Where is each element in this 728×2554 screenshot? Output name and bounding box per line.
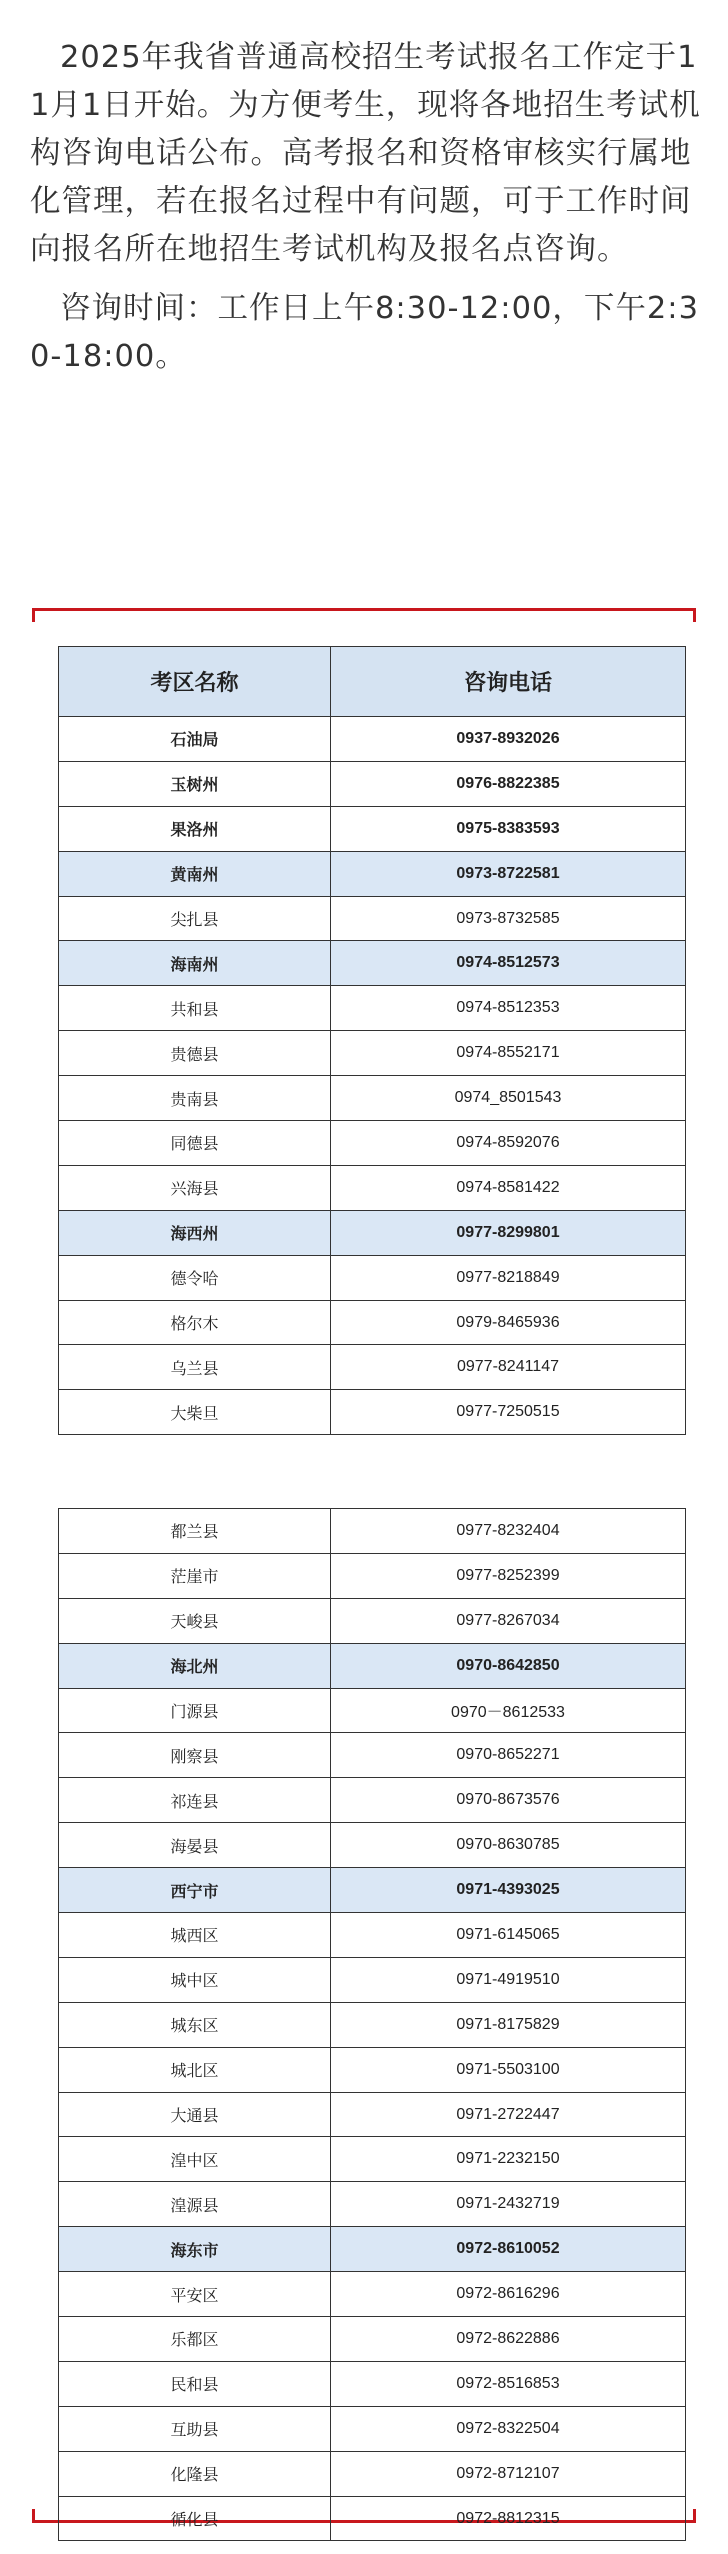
- table-row: [59, 1255, 686, 1300]
- phone-cell: 0972-8712107: [331, 2451, 686, 2496]
- region-name-cell: 湟源县: [59, 2182, 331, 2227]
- region-name-cell: 西宁市: [59, 1868, 331, 1913]
- phone-cell: 0972-8516853: [331, 2361, 686, 2406]
- region-name-cell: 贵南县: [59, 1076, 331, 1121]
- region-name-cell: 天峻县: [59, 1598, 331, 1643]
- table-row: [59, 896, 686, 941]
- phone-cell: 0972-8812315: [331, 2496, 686, 2541]
- table-header-row: [59, 647, 686, 717]
- frame-bottom-right-tick: [693, 2509, 696, 2523]
- phone-cell: 0977-8232404: [331, 1509, 686, 1554]
- phone-cell: 0971-4393025: [331, 1868, 686, 1913]
- region-name-cell: 乌兰县: [59, 1345, 331, 1390]
- phone-cell: 0972-8622886: [331, 2317, 686, 2362]
- region-name-cell: 海东市: [59, 2227, 331, 2272]
- region-name-cell: 兴海县: [59, 1165, 331, 1210]
- phone-cell: 0977-8252399: [331, 1553, 686, 1598]
- phone-cell: 0971-5503100: [331, 2047, 686, 2092]
- phone-cell: 0970-8642850: [331, 1643, 686, 1688]
- region-name-cell: 贵德县: [59, 1031, 331, 1076]
- region-name-cell: 湟中区: [59, 2137, 331, 2182]
- phone-cell: 0974-8581422: [331, 1165, 686, 1210]
- table-row: [59, 2496, 686, 2541]
- region-name-cell: 同德县: [59, 1121, 331, 1166]
- table-row: [59, 1390, 686, 1435]
- phone-cell: 0976-8822385: [331, 761, 686, 806]
- region-name-cell: 玉树州: [59, 761, 331, 806]
- table-row: [59, 2047, 686, 2092]
- phone-cell: 0974-8592076: [331, 1121, 686, 1166]
- region-name-cell: 化隆县: [59, 2451, 331, 2496]
- table-row: [59, 2182, 686, 2227]
- header-phone: 咨询电话: [331, 647, 686, 717]
- region-name-cell: 城东区: [59, 2002, 331, 2047]
- table-row: [59, 2092, 686, 2137]
- phone-cell: 0971-2722447: [331, 2092, 686, 2137]
- table-row: [59, 1688, 686, 1733]
- intro-text: [30, 34, 710, 381]
- phone-cell: 0970-8630785: [331, 1823, 686, 1868]
- region-name-cell: 海晏县: [59, 1823, 331, 1868]
- table-row: [59, 1300, 686, 1345]
- table-row: [59, 851, 686, 896]
- table-row: [59, 1121, 686, 1166]
- region-name-cell: 海北州: [59, 1643, 331, 1688]
- phone-cell: 0974-8512353: [331, 986, 686, 1031]
- region-name-cell: 石油局: [59, 717, 331, 762]
- phone-cell: 0971-2432719: [331, 2182, 686, 2227]
- table-row: [59, 1868, 686, 1913]
- table-row: [59, 1823, 686, 1868]
- region-name-cell: 民和县: [59, 2361, 331, 2406]
- region-name-cell: 乐都区: [59, 2317, 331, 2362]
- phone-cell: 0971-4919510: [331, 1957, 686, 2002]
- table-row: [59, 1076, 686, 1121]
- phone-cell: 0970-8652271: [331, 1733, 686, 1778]
- region-name-cell: 都兰县: [59, 1509, 331, 1554]
- frame-top-left-tick: [32, 608, 35, 622]
- table-row: [59, 2406, 686, 2451]
- table-row: [59, 1733, 686, 1778]
- table-row: [59, 2227, 686, 2272]
- region-name-cell: 刚察县: [59, 1733, 331, 1778]
- region-name-cell: 德令哈: [59, 1255, 331, 1300]
- phone-cell: 0977-8267034: [331, 1598, 686, 1643]
- region-name-cell: 互助县: [59, 2406, 331, 2451]
- table-row: [59, 986, 686, 1031]
- consult-hours-paragraph: 咨询时间：工作日上午8:30-12:00，下午2:30-18:00。: [30, 291, 699, 374]
- phone-cell: 0971-2232150: [331, 2137, 686, 2182]
- frame-top-line: [32, 608, 696, 611]
- table-row: [59, 2361, 686, 2406]
- region-name-cell: 祁连县: [59, 1778, 331, 1823]
- table-row: [59, 2317, 686, 2362]
- table-row: [59, 2451, 686, 2496]
- region-name-cell: 城中区: [59, 1957, 331, 2002]
- table-row: [59, 1643, 686, 1688]
- table-row: [59, 1509, 686, 1554]
- intro-paragraph: 2025年我省普通高校招生考试报名工作定于11月1日开始。为方便考生，现将各地招生考试机构咨询电话公布。高考报名和资格审核实行属地化管理，若在报名过程中有问题，可于工作时间向报名所在地招生考试机构及报名点咨询。: [30, 40, 701, 267]
- table-row: [59, 1957, 686, 2002]
- table-row: [59, 1210, 686, 1255]
- contact-table-2: [58, 1508, 686, 2541]
- phone-cell: 0972-8322504: [331, 2406, 686, 2451]
- region-name-cell: 尖扎县: [59, 896, 331, 941]
- phone-cell: 0970-8673576: [331, 1778, 686, 1823]
- table-row: [59, 2272, 686, 2317]
- table-row: [59, 1031, 686, 1076]
- table-row: [59, 1553, 686, 1598]
- phone-cell: 0974_8501543: [331, 1076, 686, 1121]
- phone-cell: 0973-8722581: [331, 851, 686, 896]
- table-row: [59, 1913, 686, 1958]
- phone-cell: 0974-8552171: [331, 1031, 686, 1076]
- table-row: [59, 2137, 686, 2182]
- table-row: [59, 806, 686, 851]
- phone-cell: 0977-7250515: [331, 1390, 686, 1435]
- frame-top-right-tick: [693, 608, 696, 622]
- region-name-cell: 平安区: [59, 2272, 331, 2317]
- region-name-cell: 城北区: [59, 2047, 331, 2092]
- table-row: [59, 717, 686, 762]
- phone-cell: 0977-8218849: [331, 1255, 686, 1300]
- table-row: [59, 1598, 686, 1643]
- contact-table-1: [58, 646, 686, 1435]
- region-name-cell: 海南州: [59, 941, 331, 986]
- region-name-cell: 大通县: [59, 2092, 331, 2137]
- header-region-name: 考区名称: [59, 647, 331, 717]
- region-name-cell: 格尔木: [59, 1300, 331, 1345]
- region-name-cell: 茫崖市: [59, 1553, 331, 1598]
- phone-cell: 0971-6145065: [331, 1913, 686, 1958]
- frame-bottom-left-tick: [32, 2509, 35, 2523]
- phone-cell: 0972-8610052: [331, 2227, 686, 2272]
- region-name-cell: 城西区: [59, 1913, 331, 1958]
- region-name-cell: 大柴旦: [59, 1390, 331, 1435]
- table-row: [59, 941, 686, 986]
- table-row: [59, 1778, 686, 1823]
- table-row: [59, 2002, 686, 2047]
- phone-cell: 0975-8383593: [331, 806, 686, 851]
- phone-cell: 0974-8512573: [331, 941, 686, 986]
- region-name-cell: 黄南州: [59, 851, 331, 896]
- phone-cell: 0979-8465936: [331, 1300, 686, 1345]
- region-name-cell: 循化县: [59, 2496, 331, 2541]
- table-row: [59, 1165, 686, 1210]
- phone-cell: 0972-8616296: [331, 2272, 686, 2317]
- phone-cell: 0973-8732585: [331, 896, 686, 941]
- table-row: [59, 761, 686, 806]
- phone-cell: 0977-8299801: [331, 1210, 686, 1255]
- phone-cell: 0937-8932026: [331, 717, 686, 762]
- phone-cell: 0970－8612533: [331, 1688, 686, 1733]
- table-row: [59, 1345, 686, 1390]
- region-name-cell: 果洛州: [59, 806, 331, 851]
- phone-cell: 0971-8175829: [331, 2002, 686, 2047]
- region-name-cell: 门源县: [59, 1688, 331, 1733]
- phone-cell: 0977-8241147: [331, 1345, 686, 1390]
- region-name-cell: 海西州: [59, 1210, 331, 1255]
- region-name-cell: 共和县: [59, 986, 331, 1031]
